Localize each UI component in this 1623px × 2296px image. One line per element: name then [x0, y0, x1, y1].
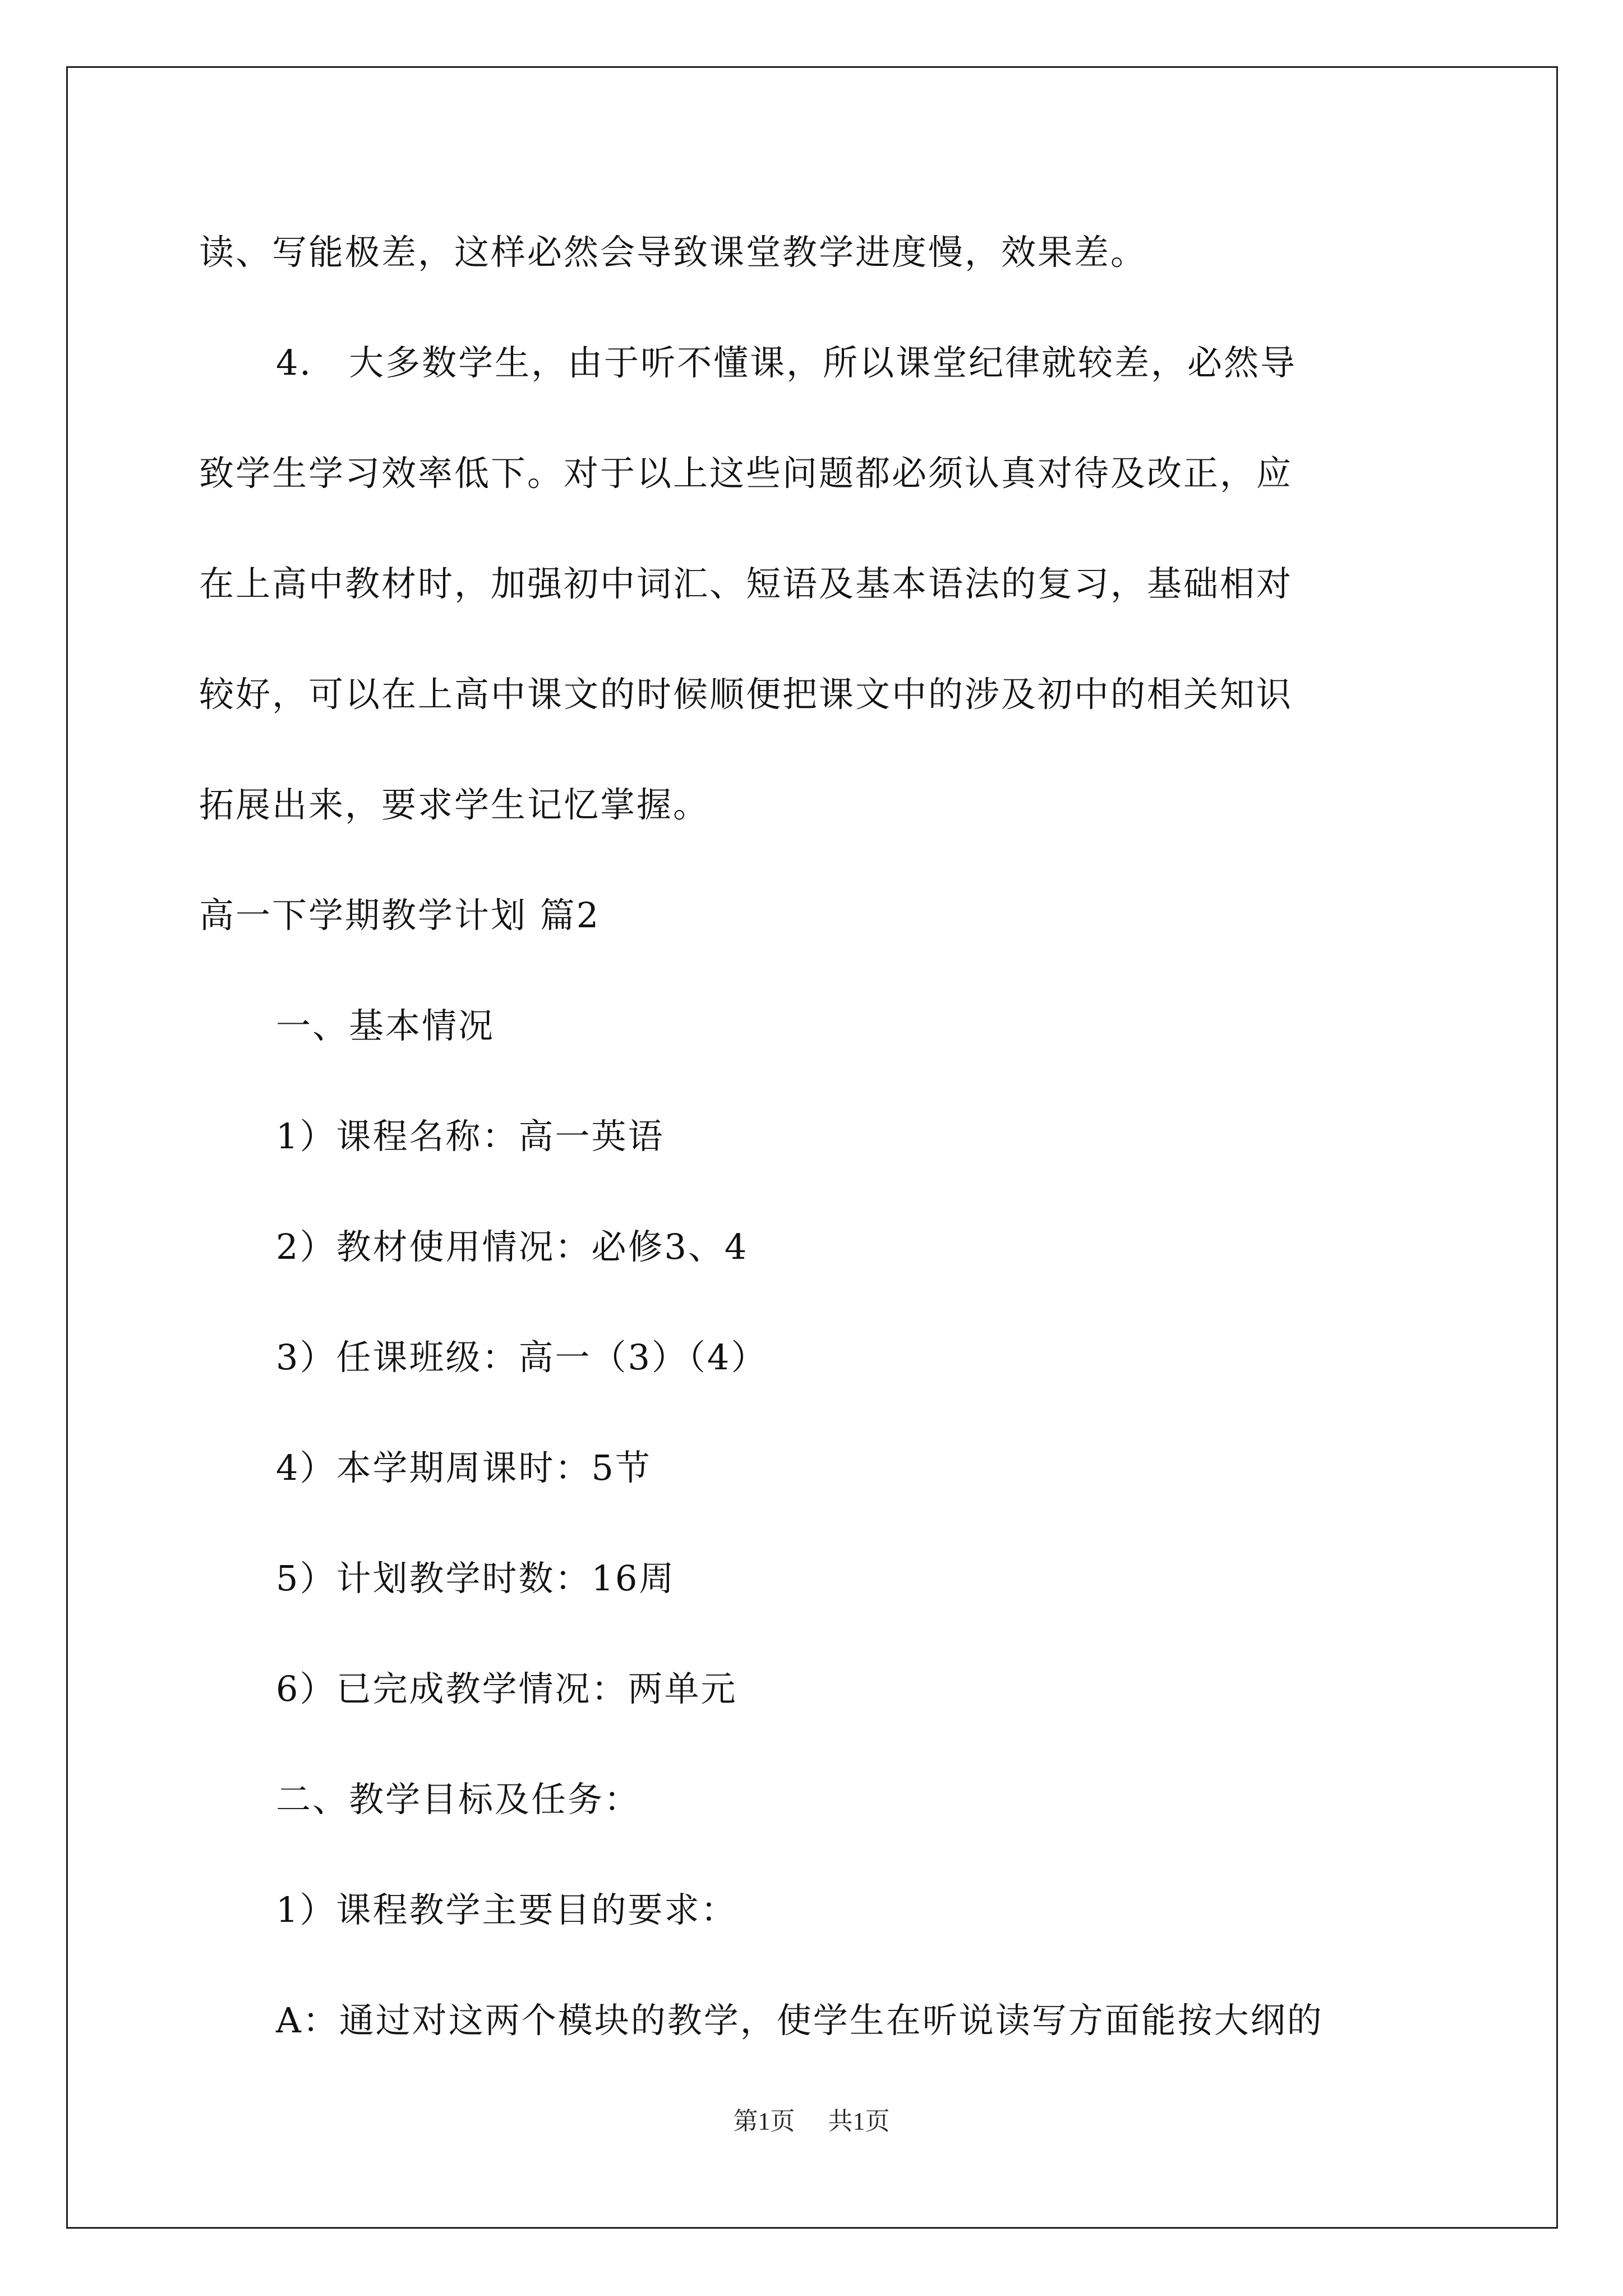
page-total: 共1页: [828, 2108, 890, 2135]
list-item: 2）教材使用情况：必修3、4: [276, 1226, 749, 1267]
paragraph-line: 较好，可以在上高中课文的时候顺便把课文中的涉及初中的相关知识: [199, 674, 1293, 715]
list-item: 3）任课班级：高一（3）（4）: [276, 1337, 768, 1378]
document-body: [199, 213, 1427, 2092]
list-item: 6）已完成教学情况：两单元: [276, 1668, 737, 1709]
heading-goals: 二、教学目标及任务：: [276, 1779, 641, 1820]
page-footer: [0, 2101, 1623, 2137]
paragraph-line: 致学生学习效率低下。对于以上这些问题都必须认真对待及改正，应: [199, 453, 1293, 494]
paragraph-line: 在上高中教材时，加强初中词汇、短语及基本语法的复习，基础相对: [199, 563, 1293, 604]
list-item: 1）课程名称：高一英语: [276, 1116, 665, 1157]
page-number: 第1页: [733, 2108, 795, 2135]
paragraph-line: 读、写能极差，这样必然会导致课堂教学进度慢，效果差。: [199, 232, 1147, 273]
section-title: 高一下学期教学计划 篇2: [199, 895, 601, 936]
paragraph-line: 拓展出来，要求学生记忆掌握。: [199, 784, 710, 825]
paragraph-line: A：通过对这两个模块的教学，使学生在听说读写方面能按大纲的: [276, 2000, 1324, 2041]
list-item: 5）计划教学时数：16周: [276, 1558, 676, 1599]
paragraph-line: 4． 大多数学生，由于听不懂课，所以课堂纪律就较差，必然导: [276, 342, 1297, 383]
heading-basic-info: 一、基本情况: [276, 1005, 495, 1046]
list-item: 4）本学期周课时：5节: [276, 1447, 652, 1488]
list-item: 1）课程教学主要目的要求：: [276, 1889, 737, 1930]
